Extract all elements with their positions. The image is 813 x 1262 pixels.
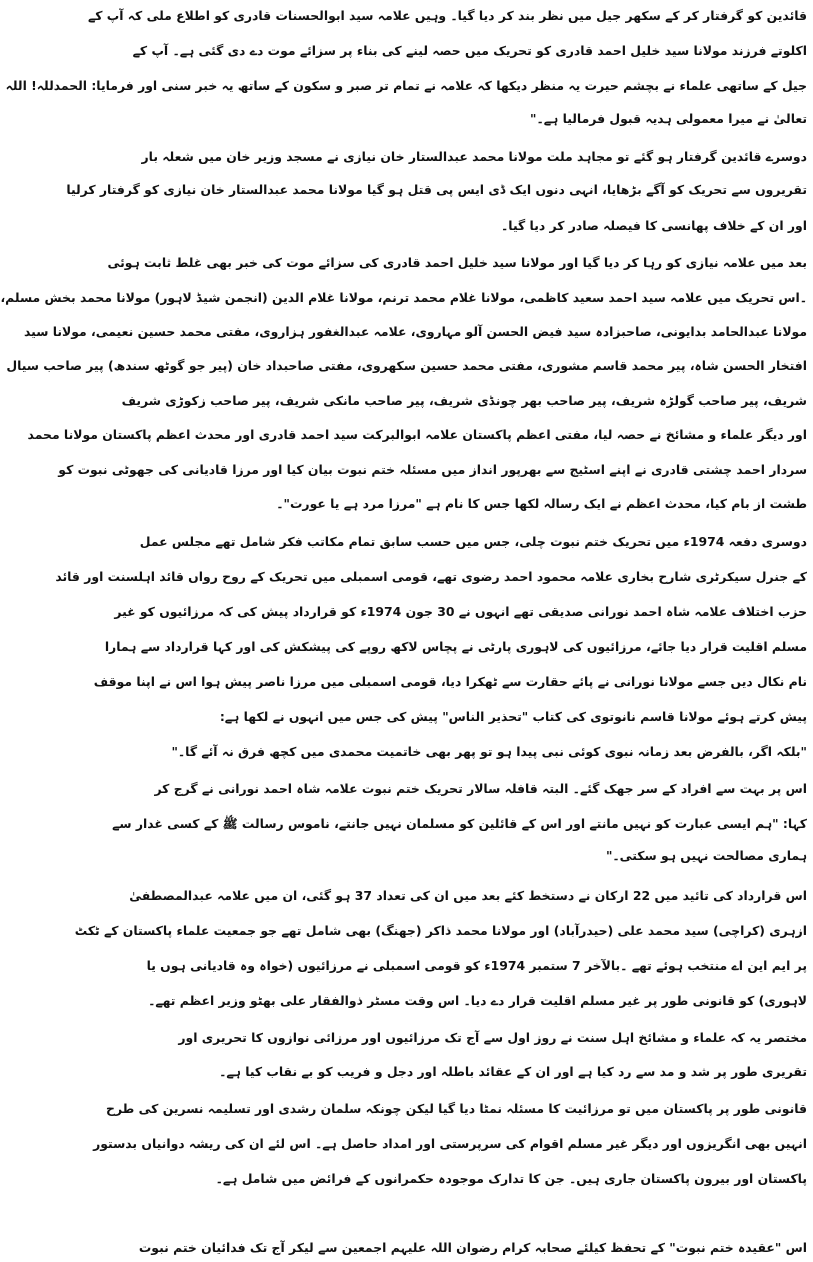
article-line: اکلوتے فرزند مولانا سید خلیل احمد قادری کو تحریک میں حصہ لینے کی بناء پر سزائے موت دے دی گئی ہے۔ آپ کے (132, 43, 807, 58)
article-line: قانونی طور پر پاکستان میں تو مرزائیت کا مسئلہ نمٹا دیا گیا لیکن چونکہ سلمان رشدی اور تسلیمہ نسرین کی طرح (106, 1101, 807, 1116)
article-line: سردار احمد چشتی قادری نے اپنے اسٹیج سے بھرپور انداز میں مسئلہ ختم نبوت بیان کیا اور مرزا قادیانی کی جھوٹی نبوت کو (58, 462, 807, 477)
article-line: افتخار الحسن شاہ، پیر محمد قاسم مشوری، مفتی محمد حسین سکھروی، مفتی صاحبداد خان (پیر جو گوٹھ سندھ) پیر صاحب سیال (6, 358, 807, 373)
article-line: قائدین کو گرفتار کر کے سکھر جیل میں نظر بند کر دیا گیا۔ وہیں علامہ سید ابوالحسنات قادری کو اطلاع ملی کہ آپ کے (88, 8, 807, 23)
article-line: اس "عقیدہ ختم نبوت" کے تحفظ کیلئے صحابہ کرام رضوان اللہ علیہم اجمعین سے لیکر آج تک فدائیان ختم نبوت (138, 1240, 807, 1255)
article-line: دوسری دفعہ 1974ء میں تحریک ختم نبوت چلی، جس میں حسب سابق تمام مکاتب فکر شامل تھے مجلس عمل (139, 534, 807, 549)
article-line: حزب اختلاف علامہ شاہ احمد نورانی صدیقی تھے انہوں نے 30 جون 1974ء کو قرارداد پیش کی کہ مرزائیوں کو غیر (114, 604, 807, 619)
article-line: تعالیٰ نے میرا معمولی ہدیہ قبول فرمالیا ہے۔" (530, 111, 807, 126)
article-line: اور دیگر علماء و مشائخ نے حصہ لیا، مفتی اعظم پاکستان علامہ ابوالبرکت سید احمد قادری اور محدث اعظم پاکستان مولانا محمد (27, 427, 807, 442)
article-line: پر ایم این اے منتخب ہوئے تھے ۔بالآخر 7 ستمبر 1974ء کو قومی اسمبلی نے مرزائیوں (خواہ وہ قادیانی ہوں یا (146, 958, 807, 973)
article-line: ازہری (کراچی) سید محمد علی (حیدرآباد) اور مولانا محمد ذاکر (جھنگ) بھی شامل تھے جو جمعیت علماء پاکستان کے ٹکٹ (74, 923, 807, 938)
quotation-line: "بلکہ اگر، بالفرض بعد زمانہ نبوی کوئی نبی پیدا ہو تو پھر بھی خاتمیت محمدی میں کچھ فرق نہ آئے گا۔" (171, 744, 807, 759)
article-line: مسلم اقلیت قرار دیا جائے، مرزائیوں کی لاہوری پارٹی نے پچاس لاکھ روپے کی پیشکش کی اور کہا قرارداد سے ہمارا (104, 639, 807, 654)
article-line: پیش کرتے ہوئے مولانا قاسم نانوتوی کی کتاب "تحذیر الناس" پیش کی جس میں انہوں نے لکھا ہے: (219, 709, 807, 724)
article-line: تقریری طور پر شد و مد سے رد کیا ہے اور ان کے عقائد باطلہ اور دجل و فریب کو بے نقاب کیا ہے۔ (219, 1064, 807, 1079)
article-line: کہا: "ہم ایسی عبارت کو نہیں مانتے اور اس کے قائلین کو مسلمان نہیں جانتے، ناموس رسالت ﷺ کے کسی غدار سے (112, 816, 807, 831)
article-line: لاہوری) کو قانونی طور پر غیر مسلم اقلیت قرار دے دیا۔ اس وقت مسٹر ذوالفقار علی بھٹو وزیر اعظم تھے۔ (148, 993, 807, 1008)
article-line: کے جنرل سیکرٹری شارح بخاری علامہ محمود احمد رضوی تھے، قومی اسمبلی میں تحریک کے روح رواں قائد اہلسنت اور قائد (55, 569, 807, 584)
article-line: مختصر یہ کہ علماء و مشائخ اہل سنت نے روز اول سے آج تک مرزائیوں اور مرزائی نوازوں کا تحریری اور (178, 1030, 807, 1045)
article-line: جیل کے ساتھی علماء نے بچشم حیرت یہ منظر دیکھا کہ علامہ نے تمام تر صبر و سکون کے ساتھ یہ خبر سنی اور فرمایا: الحمدللہ! اللہ (5, 78, 807, 93)
article-line: نام نکال دیں جسے مولانا نورانی نے پائے حقارت سے ٹھکرا دیا، قومی اسمبلی میں مرزا ناصر پیش ہوا اس نے اپنا موقف (93, 674, 807, 689)
article-line: ۔اس تحریک میں علامہ سید احمد سعید کاظمی، مولانا غلام محمد ترنم، مولانا غلام الدین (انجمن شیڈ لاہور) مولانا محمد بخش مسلم، (0, 290, 807, 305)
article-line: ہماری مصالحت نہیں ہو سکتی۔" (605, 848, 807, 863)
article-line: انہیں بھی انگریزوں اور دیگر غیر مسلم اقوام کی سرپرستی اور امداد حاصل ہے۔ اس لئے ان کی ریشہ دوانیاں بدستور (93, 1136, 807, 1151)
article-line: بعد میں علامہ نیازی کو رہا کر دیا گیا اور مولانا سید خلیل احمد قادری کی سزائے موت کی خبر بھی غلط ثابت ہوئی (107, 255, 807, 270)
article-line: اس قرارداد کی تائید میں 22 ارکان نے دستخط کئے بعد میں ان کی تعداد 37 ہو گئی، ان میں علامہ عبدالمصطفیٰ (129, 888, 807, 903)
article-line: پاکستان اور بیرون پاکستان جاری ہیں۔ جن کا تدارک موجودہ حکمرانوں کے فرائض میں شامل ہے۔ (215, 1171, 807, 1186)
article-line: تقریروں سے تحریک کو آگے بڑھایا، انہی دنوں ایک ڈی ایس پی قتل ہو گیا مولانا محمد عبدالستار خان نیازی کو گرفتار کرلیا (66, 182, 807, 197)
article-line: دوسرے قائدین گرفتار ہو گئے تو مجاہد ملت مولانا محمد عبدالستار خان نیازی نے مسجد وزیر خان میں شعلہ بار (141, 149, 807, 164)
article-line: طشت از بام کیا، محدث اعظم نے ایک رسالہ لکھا جس کا نام ہے "مرزا مرد ہے یا عورت"۔ (276, 496, 807, 511)
article-line: مولانا عبدالحامد بدایونی، صاحبزادہ سید فیض الحسن آلو مہاروی، علامہ عبدالغفور ہزاروی، مفتی محمد حسین نعیمی، مولانا سید (24, 324, 807, 339)
article-line: شریف، پیر صاحب گولڑہ شریف، پیر صاحب بھر چونڈی شریف، پیر صاحب مانکی شریف، پیر صاحب زکوڑی شریف (121, 393, 807, 408)
article-line: اس پر بہت سے افراد کے سر جھک گئے۔ البتہ قافلہ سالار تحریک ختم نبوت علامہ شاہ احمد نورانی نے گرج کر (154, 781, 807, 796)
article-line: اور ان کے خلاف پھانسی کا فیصلہ صادر کر دیا گیا۔ (501, 218, 807, 233)
